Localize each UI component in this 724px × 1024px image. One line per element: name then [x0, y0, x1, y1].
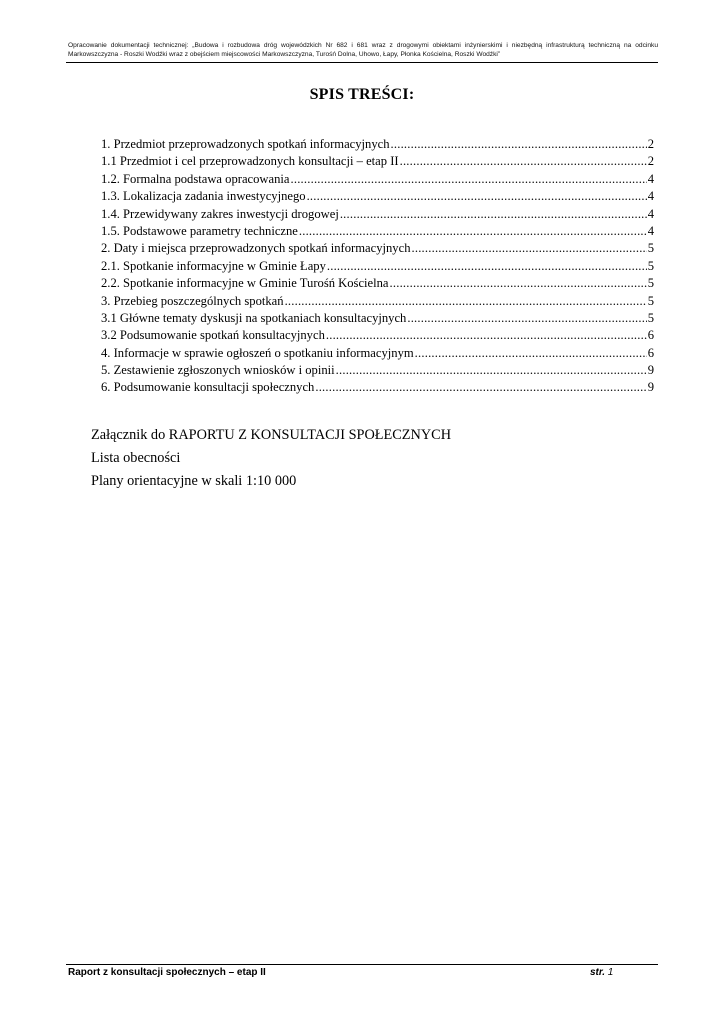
toc-entry[interactable] — [101, 363, 654, 380]
toc-entry-label: 4. Informacje w sprawie ogłoszeń o spotkaniu informacyjnym — [101, 345, 414, 360]
toc-entry-page: 5 — [647, 293, 654, 308]
toc-dot-leader — [291, 172, 647, 187]
toc-entry-label: 1.5. Podstawowe parametry techniczne — [101, 223, 298, 238]
toc-dot-leader — [315, 380, 646, 395]
toc-entry[interactable] — [101, 224, 654, 241]
toc-dot-leader — [307, 189, 647, 204]
toc-entry-page: 6 — [647, 328, 654, 343]
toc-entry[interactable] — [101, 154, 654, 171]
toc-dot-leader — [336, 363, 647, 378]
toc-entry[interactable] — [101, 294, 654, 311]
toc-entry-label: 3. Przebieg poszczególnych spotkań — [101, 293, 284, 308]
page-number: 1 — [607, 967, 614, 978]
table-of-contents — [101, 137, 654, 398]
toc-entry-page: 4 — [647, 171, 654, 186]
footer-page-number — [590, 967, 613, 978]
toc-dot-leader — [415, 346, 647, 361]
toc-entry-label: 2. Daty i miejsca przeprowadzonych spotkań informacyjnych — [101, 241, 411, 256]
attachment-item: Lista obecności — [91, 450, 181, 466]
toc-entry-page: 5 — [647, 276, 654, 291]
toc-entry-page: 9 — [647, 363, 654, 378]
toc-dot-leader — [412, 241, 647, 256]
toc-dot-leader — [327, 259, 647, 274]
toc-dot-leader — [400, 154, 647, 169]
toc-entry-page: 5 — [647, 310, 654, 325]
toc-entry-label: 3.2 Podsumowanie spotkań konsultacyjnych — [101, 328, 325, 343]
toc-entry-page: 4 — [647, 189, 654, 204]
toc-dot-leader — [390, 276, 647, 291]
toc-entry-label: 2.1. Spotkanie informacyjne w Gminie Łapy — [101, 258, 326, 273]
toc-entry[interactable] — [101, 380, 654, 397]
toc-entry-page: 2 — [647, 154, 654, 169]
toc-entry-label: 1.4. Przewidywany zakres inwestycji drogowej — [101, 206, 339, 221]
toc-entry-page: 4 — [647, 223, 654, 238]
toc-entry-page: 6 — [647, 345, 654, 360]
header-divider — [66, 62, 658, 63]
toc-entry[interactable] — [101, 276, 654, 293]
attachment-item: Plany orientacyjne w skali 1:10 000 — [91, 473, 297, 489]
toc-entry-label: 1.2. Formalna podstawa opracowania — [101, 171, 290, 186]
document-header: Opracowanie dokumentacji technicznej: „Budowa i rozbudowa dróg wojewódzkich Nr 682 i 681 wraz z drogowymi obiektami inżynierskimi i niezbędną infrastrukturą techniczną na odcinku Markowszczyzna - Roszki Wodźki wraz z obejściem miejscowości Markowszczyzna, Turośń Dolna, Uhowo, Łapy, Płonka Kościelna, Roszki Wodźki” — [68, 42, 658, 58]
toc-entry-label: 2.2. Spotkanie informacyjne w Gminie Turośń Kościelna — [101, 276, 389, 291]
toc-entry[interactable] — [101, 259, 654, 276]
page-label: str. — [590, 967, 606, 978]
toc-entry[interactable] — [101, 311, 654, 328]
attachment-heading: Załącznik do RAPORTU Z KONSULTACJI SPOŁECZNYCH — [91, 427, 452, 443]
toc-entry-label: 1.3. Lokalizacja zadania inwestycyjnego — [101, 189, 306, 204]
toc-entry-label: 6. Podsumowanie konsultacji społecznych — [101, 380, 315, 395]
toc-dot-leader — [299, 224, 647, 239]
toc-entry-page: 5 — [647, 258, 654, 273]
toc-dot-leader — [407, 311, 646, 326]
toc-entry[interactable] — [101, 172, 654, 189]
toc-entry-page: 4 — [647, 206, 654, 221]
toc-entry-label: 1. Przedmiot przeprowadzonych spotkań informacyjnych — [101, 137, 390, 151]
toc-entry-label: 1.1 Przedmiot i cel przeprowadzonych konsultacji – etap II — [101, 154, 399, 169]
toc-dot-leader — [326, 328, 647, 343]
page-title: SPIS TREŚCI: — [309, 86, 415, 103]
footer-report-title: Raport z konsultacji społecznych – etap II — [68, 967, 266, 978]
toc-entry[interactable] — [101, 241, 654, 258]
toc-dot-leader — [340, 207, 647, 222]
toc-dot-leader — [285, 294, 647, 309]
toc-entry-label: 3.1 Główne tematy dyskusji na spotkaniach konsultacyjnych — [101, 310, 407, 325]
toc-dot-leader — [391, 137, 647, 152]
toc-entry[interactable] — [101, 189, 654, 206]
toc-entry[interactable] — [101, 137, 654, 154]
toc-entry[interactable] — [101, 328, 654, 345]
attachments-section — [91, 424, 651, 493]
toc-entry[interactable] — [101, 207, 654, 224]
toc-entry[interactable] — [101, 346, 654, 363]
toc-entry-label: 5. Zestawienie zgłoszonych wniosków i opinii — [101, 363, 335, 378]
toc-entry-page: 2 — [647, 137, 654, 151]
toc-entry-page: 9 — [647, 380, 654, 395]
footer-divider — [66, 964, 658, 965]
toc-entry-page: 5 — [647, 241, 654, 256]
